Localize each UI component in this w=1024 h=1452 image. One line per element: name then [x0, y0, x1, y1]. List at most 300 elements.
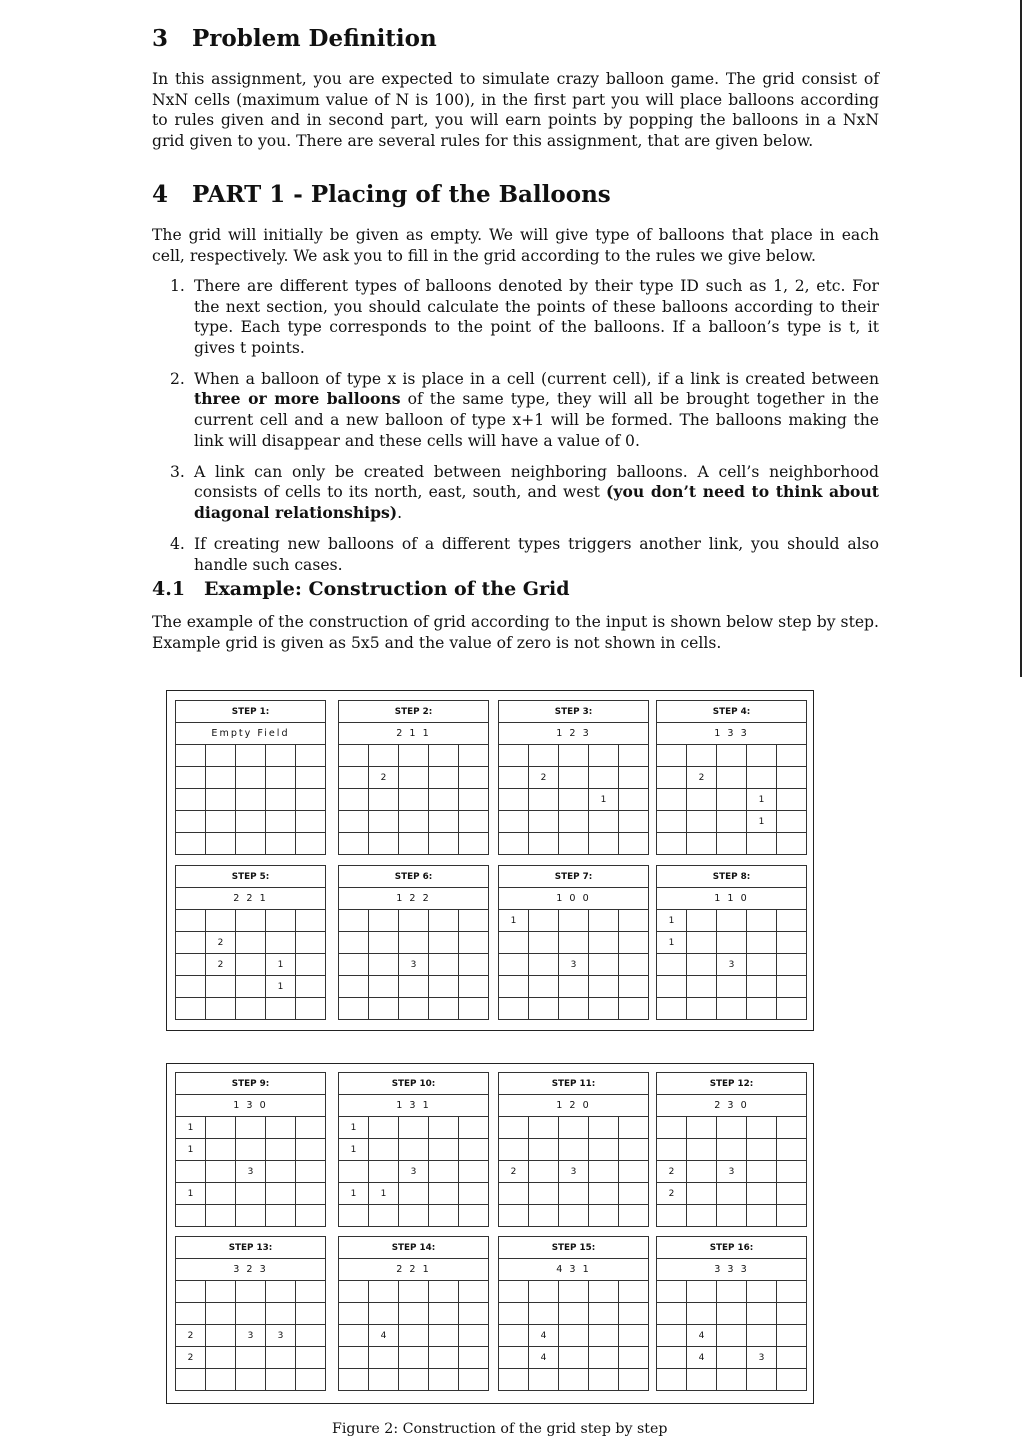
grid-cell — [529, 954, 559, 976]
grid-cell — [717, 1205, 747, 1227]
step-title: STEP 2: — [339, 701, 489, 723]
grid-cell — [499, 1205, 529, 1227]
grid-cell — [176, 833, 206, 855]
grid-cell — [296, 1183, 326, 1205]
step-input: 1 3 3 — [657, 723, 807, 745]
grid-cell — [206, 745, 236, 767]
grid-cell — [529, 1161, 559, 1183]
grid-cell — [619, 998, 649, 1020]
grid-cell — [717, 1303, 747, 1325]
grid-cell: 2 — [176, 1347, 206, 1369]
grid-cell — [559, 932, 589, 954]
grid-cell — [777, 976, 807, 998]
grid-cell: 1 — [369, 1183, 399, 1205]
grid-cell — [747, 1139, 777, 1161]
grid-cell — [236, 811, 266, 833]
grid-cell — [589, 1183, 619, 1205]
grid-cell — [777, 1303, 807, 1325]
grid-cell — [429, 767, 459, 789]
grid-cell: 2 — [657, 1183, 687, 1205]
grid-cell — [499, 1117, 529, 1139]
grid-cell: 1 — [176, 1117, 206, 1139]
grid-cell — [206, 1117, 236, 1139]
grid-cell — [529, 1139, 559, 1161]
grid-cell — [459, 833, 489, 855]
grid-cell — [369, 1347, 399, 1369]
grid-cell: 3 — [559, 1161, 589, 1183]
grid-cell — [559, 1303, 589, 1325]
grid-cell — [687, 1117, 717, 1139]
step-panel — [656, 700, 807, 855]
grid-cell — [589, 745, 619, 767]
grid-cell — [687, 932, 717, 954]
grid-cell — [176, 976, 206, 998]
grid-cell — [266, 1303, 296, 1325]
grid-cell — [236, 932, 266, 954]
grid-cell — [777, 811, 807, 833]
grid-cell — [459, 910, 489, 932]
grid-cell — [747, 767, 777, 789]
grid-cell — [176, 1205, 206, 1227]
step-panel — [656, 1072, 807, 1227]
grid-cell — [559, 745, 589, 767]
grid-cell — [717, 833, 747, 855]
grid-cell — [747, 1325, 777, 1347]
grid-cell — [429, 745, 459, 767]
grid-cell — [459, 1205, 489, 1227]
grid-cell — [206, 1281, 236, 1303]
grid-cell — [619, 1369, 649, 1391]
grid-cell — [747, 954, 777, 976]
grid-cell — [399, 1369, 429, 1391]
grid-cell — [236, 1183, 266, 1205]
grid-cell — [206, 833, 236, 855]
grid-cell — [619, 976, 649, 998]
grid-cell — [429, 1369, 459, 1391]
grid-cell — [429, 789, 459, 811]
grid-cell — [657, 811, 687, 833]
grid-cell — [176, 1369, 206, 1391]
grid-cell — [236, 998, 266, 1020]
part1-intro-paragraph: The grid will initially be given as empty. We will give type of balloons that place in each cell, respectively. We ask you to fill in the grid according to the rules we give below. — [152, 226, 879, 265]
grid-cell — [266, 1183, 296, 1205]
grid-cell — [499, 833, 529, 855]
grid-cell — [206, 1139, 236, 1161]
step-input: 2 2 1 — [176, 888, 326, 910]
grid-cell — [399, 1325, 429, 1347]
grid-cell — [529, 1281, 559, 1303]
grid-cell — [619, 789, 649, 811]
grid-cell — [747, 976, 777, 998]
grid-cell — [296, 910, 326, 932]
grid-cell — [499, 998, 529, 1020]
grid-cell — [589, 954, 619, 976]
grid-cell: 3 — [747, 1347, 777, 1369]
grid-cell — [296, 767, 326, 789]
grid-cell — [499, 1325, 529, 1347]
grid-cell — [717, 1347, 747, 1369]
step-panel — [338, 865, 489, 1020]
grid-cell — [559, 789, 589, 811]
grid-cell — [777, 1205, 807, 1227]
grid-cell — [429, 1161, 459, 1183]
grid-cell — [459, 1161, 489, 1183]
grid-cell — [589, 910, 619, 932]
grid-cell — [657, 745, 687, 767]
grid-cell — [236, 1139, 266, 1161]
grid-cell — [529, 1369, 559, 1391]
grid-cell — [176, 1161, 206, 1183]
grid-cell — [339, 1205, 369, 1227]
grid-cell — [657, 789, 687, 811]
page-edge-bar — [1020, 0, 1022, 677]
grid-cell — [499, 1347, 529, 1369]
grid-cell — [657, 954, 687, 976]
grid-cell — [657, 1139, 687, 1161]
grid-cell — [369, 1369, 399, 1391]
grid-cell — [176, 910, 206, 932]
step-input: 4 3 1 — [499, 1259, 649, 1281]
step-title: STEP 1: — [176, 701, 326, 723]
grid-cell — [747, 745, 777, 767]
grid-cell — [459, 767, 489, 789]
grid-cell — [459, 954, 489, 976]
grid-cell — [777, 1347, 807, 1369]
step-input: 2 2 1 — [339, 1259, 489, 1281]
rule-text: If creating new balloons of a different types triggers another link, you should also handle such cases. — [194, 535, 879, 574]
grid-cell — [499, 954, 529, 976]
grid-cell — [296, 976, 326, 998]
grid-cell — [339, 767, 369, 789]
grid-cell — [619, 910, 649, 932]
grid-cell — [589, 1369, 619, 1391]
grid-cell — [206, 1303, 236, 1325]
grid-cell — [499, 745, 529, 767]
grid-cell — [399, 1303, 429, 1325]
grid-cell — [339, 998, 369, 1020]
figure-caption: Figure 2: Construction of the grid step by step — [332, 1421, 668, 1437]
grid-cell — [747, 1205, 777, 1227]
rule-item — [152, 369, 879, 451]
grid-cell — [559, 767, 589, 789]
grid-cell — [747, 1161, 777, 1183]
section-title: PART 1 - Placing of the Balloons — [192, 181, 611, 208]
grid-cell — [559, 976, 589, 998]
grid-cell — [717, 1183, 747, 1205]
grid-cell — [429, 1347, 459, 1369]
grid-cell — [459, 976, 489, 998]
grid-cell — [589, 1139, 619, 1161]
grid-cell — [559, 1369, 589, 1391]
grid-cell — [206, 811, 236, 833]
grid-cell — [206, 1161, 236, 1183]
grid-cell — [529, 745, 559, 767]
grid-cell: 4 — [687, 1325, 717, 1347]
rule-text: of the same type, they will all be brought together in the current cell and a new balloon of type x+1 will be formed. The balloons making the link will disappear and these cells will have a value of 0. — [194, 390, 879, 450]
step-title: STEP 12: — [657, 1073, 807, 1095]
grid-cell — [369, 954, 399, 976]
grid-cell — [459, 1139, 489, 1161]
grid-cell — [206, 1205, 236, 1227]
grid-cell — [399, 932, 429, 954]
step-title: STEP 15: — [499, 1237, 649, 1259]
rule-text: There are different types of balloons denoted by their type ID such as 1, 2, etc. For the next section, you should calculate the points of these balloons according to their type. Each type corresponds to the point of the balloons. If a balloon’s type is t, it gives t points. — [194, 277, 879, 357]
section-4-1-heading — [152, 578, 570, 600]
grid-cell — [459, 745, 489, 767]
rule-emphasis: (you don’t need to think about diagonal relationships) — [194, 482, 879, 522]
grid-cell: 2 — [206, 932, 236, 954]
grid-cell — [529, 1117, 559, 1139]
step-title: STEP 3: — [499, 701, 649, 723]
grid-cell — [717, 1117, 747, 1139]
grid-cell — [459, 1183, 489, 1205]
grid-cell: 1 — [339, 1117, 369, 1139]
grid-cell — [176, 745, 206, 767]
grid-cell — [399, 1139, 429, 1161]
grid-cell — [499, 767, 529, 789]
grid-cell: 4 — [529, 1347, 559, 1369]
grid-cell — [236, 1205, 266, 1227]
step-panel — [498, 1072, 649, 1227]
grid-cell — [657, 1369, 687, 1391]
grid-cell — [529, 833, 559, 855]
grid-cell — [296, 833, 326, 855]
grid-cell: 4 — [687, 1347, 717, 1369]
step-panel — [175, 1236, 326, 1391]
grid-cell — [589, 1303, 619, 1325]
grid-cell — [176, 789, 206, 811]
grid-cell — [206, 1325, 236, 1347]
rule-item — [152, 462, 879, 524]
grid-cell — [747, 998, 777, 1020]
grid-cell — [429, 910, 459, 932]
grid-cell — [266, 1205, 296, 1227]
grid-cell — [589, 1347, 619, 1369]
grid-cell — [399, 1117, 429, 1139]
grid-cell — [687, 1161, 717, 1183]
grid-cell — [429, 811, 459, 833]
section-3-heading — [152, 25, 437, 52]
grid-cell — [687, 1205, 717, 1227]
grid-cell — [459, 1325, 489, 1347]
grid-cell — [296, 954, 326, 976]
grid-cell — [589, 767, 619, 789]
step-panel — [338, 1072, 489, 1227]
grid-cell — [499, 811, 529, 833]
grid-cell — [459, 811, 489, 833]
step-panel — [656, 865, 807, 1020]
grid-cell — [369, 976, 399, 998]
step-panel — [498, 865, 649, 1020]
grid-cell — [777, 1183, 807, 1205]
grid-cell — [176, 932, 206, 954]
grid-cell — [266, 1347, 296, 1369]
grid-cell — [399, 910, 429, 932]
grid-cell — [459, 789, 489, 811]
rule-number: 2. — [170, 369, 185, 388]
grid-cell: 3 — [717, 954, 747, 976]
step-title: STEP 9: — [176, 1073, 326, 1095]
grid-cell — [236, 1347, 266, 1369]
grid-cell — [717, 932, 747, 954]
grid-cell — [339, 910, 369, 932]
grid-cell — [619, 745, 649, 767]
step-panel — [175, 700, 326, 855]
grid-cell — [206, 910, 236, 932]
grid-cell — [236, 1303, 266, 1325]
grid-cell — [296, 1139, 326, 1161]
grid-cell — [657, 998, 687, 1020]
grid-cell — [717, 1139, 747, 1161]
grid-cell: 2 — [687, 767, 717, 789]
grid-cell — [296, 1369, 326, 1391]
grid-cell — [589, 1205, 619, 1227]
grid-cell — [429, 1325, 459, 1347]
grid-cell: 1 — [589, 789, 619, 811]
grid-cell — [777, 910, 807, 932]
grid-cell — [529, 976, 559, 998]
grid-cell — [236, 910, 266, 932]
grid-cell — [176, 1303, 206, 1325]
grid-cell — [296, 932, 326, 954]
grid-cell — [236, 1369, 266, 1391]
rule-number: 4. — [170, 535, 185, 554]
grid-cell — [399, 767, 429, 789]
grid-cell — [266, 998, 296, 1020]
grid-cell — [777, 1369, 807, 1391]
grid-cell — [429, 998, 459, 1020]
grid-cell — [589, 811, 619, 833]
grid-cell — [176, 998, 206, 1020]
grid-cell — [499, 789, 529, 811]
grid-cell — [459, 1117, 489, 1139]
grid-cell — [399, 811, 429, 833]
section-number: 3 — [152, 25, 169, 52]
grid-cell — [687, 998, 717, 1020]
grid-cell: 2 — [176, 1325, 206, 1347]
grid-cell — [429, 1205, 459, 1227]
grid-cell — [266, 767, 296, 789]
grid-cell: 3 — [399, 1161, 429, 1183]
grid-cell — [369, 1303, 399, 1325]
grid-cell — [747, 1303, 777, 1325]
grid-cell: 1 — [266, 954, 296, 976]
grid-cell: 1 — [339, 1139, 369, 1161]
grid-cell — [266, 932, 296, 954]
step-input: 1 1 0 — [657, 888, 807, 910]
grid-cell — [266, 1369, 296, 1391]
grid-cell — [429, 1183, 459, 1205]
grid-cell — [589, 976, 619, 998]
grid-cell — [296, 1205, 326, 1227]
grid-cell — [589, 1325, 619, 1347]
grid-cell — [687, 1183, 717, 1205]
rule-number: 3. — [170, 462, 185, 481]
grid-cell — [236, 954, 266, 976]
step-title: STEP 4: — [657, 701, 807, 723]
grid-cell — [687, 976, 717, 998]
grid-cell: 1 — [499, 910, 529, 932]
section-title: Problem Definition — [192, 25, 437, 52]
grid-cell — [777, 745, 807, 767]
grid-cell — [619, 833, 649, 855]
step-title: STEP 5: — [176, 866, 326, 888]
grid-cell: 1 — [747, 789, 777, 811]
grid-cell: 1 — [339, 1183, 369, 1205]
step-input: 1 2 3 — [499, 723, 649, 745]
grid-cell — [657, 1117, 687, 1139]
grid-cell — [266, 1139, 296, 1161]
grid-cell — [369, 789, 399, 811]
grid-cell — [459, 1347, 489, 1369]
step-title: STEP 6: — [339, 866, 489, 888]
step-title: STEP 10: — [339, 1073, 489, 1095]
grid-cell: 3 — [266, 1325, 296, 1347]
grid-cell: 4 — [369, 1325, 399, 1347]
grid-cell — [369, 998, 399, 1020]
grid-cell — [717, 767, 747, 789]
grid-cell — [339, 811, 369, 833]
step-title: STEP 14: — [339, 1237, 489, 1259]
step-panel — [656, 1236, 807, 1391]
grid-cell — [529, 1205, 559, 1227]
grid-cell — [369, 1161, 399, 1183]
grid-cell — [717, 789, 747, 811]
grid-cell — [559, 1139, 589, 1161]
grid-cell — [559, 1205, 589, 1227]
grid-cell — [717, 1369, 747, 1391]
grid-cell — [429, 1303, 459, 1325]
grid-cell — [176, 811, 206, 833]
rule-text: . — [397, 503, 403, 522]
grid-cell — [619, 1161, 649, 1183]
grid-cell: 3 — [236, 1325, 266, 1347]
grid-cell — [266, 1281, 296, 1303]
grid-cell — [429, 1281, 459, 1303]
grid-cell — [206, 1347, 236, 1369]
grid-cell — [206, 976, 236, 998]
grid-cell — [236, 789, 266, 811]
grid-cell — [339, 932, 369, 954]
grid-cell — [296, 1281, 326, 1303]
grid-cell — [777, 954, 807, 976]
grid-cell — [206, 789, 236, 811]
grid-cell — [619, 1325, 649, 1347]
grid-cell — [687, 1303, 717, 1325]
grid-cell — [777, 833, 807, 855]
grid-cell: 1 — [657, 910, 687, 932]
grid-cell — [369, 1205, 399, 1227]
grid-cell — [429, 1117, 459, 1139]
grid-cell: 3 — [236, 1161, 266, 1183]
step-panel — [175, 1072, 326, 1227]
rules-list — [152, 276, 879, 586]
grid-cell — [529, 932, 559, 954]
grid-cell — [266, 1117, 296, 1139]
grid-cell — [687, 954, 717, 976]
grid-cell — [589, 1117, 619, 1139]
grid-cell — [747, 833, 777, 855]
grid-cell — [619, 1205, 649, 1227]
grid-cell — [176, 954, 206, 976]
step-input: 1 0 0 — [499, 888, 649, 910]
grid-cell: 1 — [657, 932, 687, 954]
grid-cell — [459, 1303, 489, 1325]
step-input: 2 3 0 — [657, 1095, 807, 1117]
grid-cell — [236, 976, 266, 998]
grid-cell — [429, 954, 459, 976]
grid-cell — [777, 1117, 807, 1139]
